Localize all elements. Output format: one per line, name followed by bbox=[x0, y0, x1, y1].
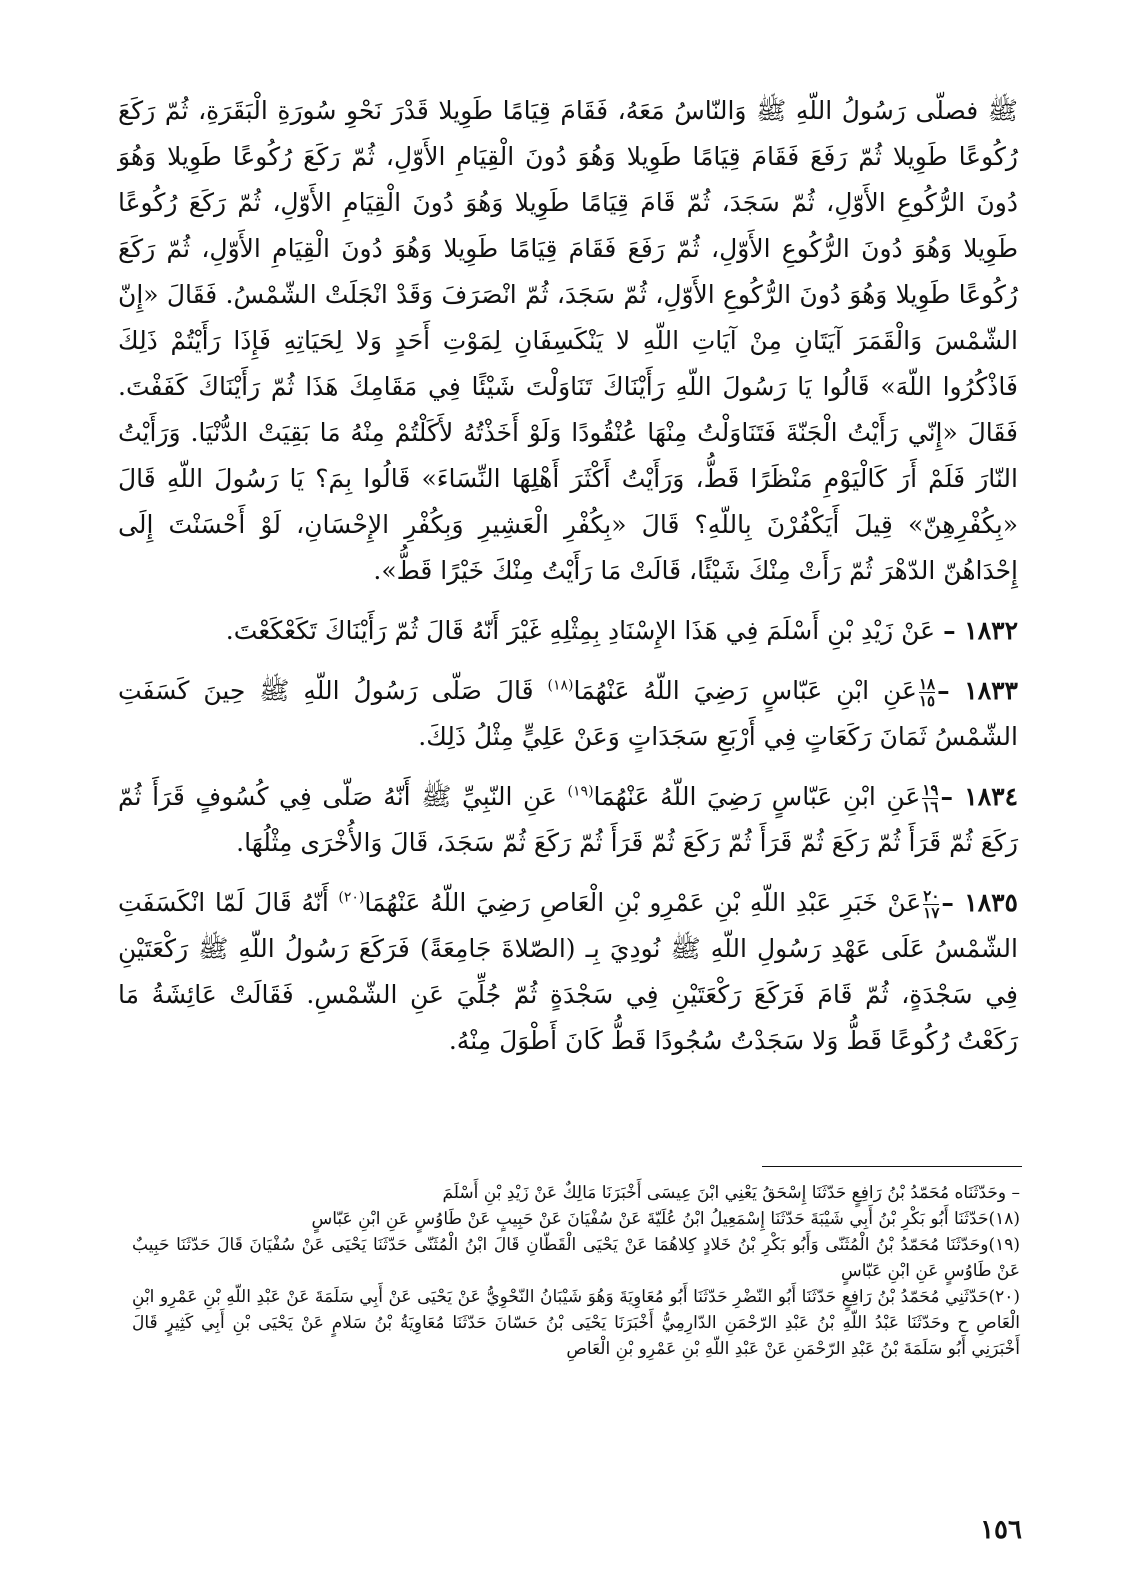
footnote-20: (٢٠)حَدّثَنِي مُحَمّدُ بْنُ رَافِعٍ حَدّثَنَا أَبُو النّضْرِ حَدّثَنَا أَبُو مُعَاوِيَةَ وَهُوَ شَيْبَانُ النّحْوِيُّ عَنْ يَحْيَى عَنْ أَبِي سَلَمَةَ عَنْ عَبْدِ اللّهِ بْنِ عَمْرِو ابْنِ الْعَاصِ ح وحَدّثَنَا عَبْدُ اللّهِ بْنُ عَبْدِ الرّحْمَنِ الدّارِمِيُّ أَخْبَرَنَا يَحْيَى بْنُ حَسّانَ حَدّثَنَا مُعَاوِيَةُ بْنُ سَلامٍ عَنْ يَحْيَى بْنِ أَبِي كَثِيرٍ قَالَ أَخْبَرَنِي أَبُو سَلَمَةَ بْنُ عَبْدِ الرّحْمَنِ عَنْ عَبْدِ اللّهِ بْنِ عَمْرِو بْنِ الْعَاصِ bbox=[132, 1287, 1020, 1359]
hadith-1835 bbox=[118, 880, 1018, 1064]
fraction-bottom: ١٧ bbox=[923, 904, 940, 922]
hadith-number: ١٨٣٥ – bbox=[941, 888, 1018, 917]
footnote-19: (١٩)وحَدّثَنَا مُحَمّدُ بْنُ الْمُثَنّى وَأَبُو بَكْرِ بْنُ خَلادٍ كِلاهُمَا عَنْ يَحْيَى الْقَطّانِ قَالَ ابْنُ الْمُثَنّى حَدّثَنَا يَحْيَى عَنْ سُفْيَانَ قَالَ حَدّثَنَا حَبِيبٌ عَنْ طَاوُسٍ عَنِ ابْنِ عَبّاسٍ bbox=[132, 1235, 1020, 1281]
hadith-text: عَنْ زَيْدِ بْنِ أَسْلَمَ فِي هَذَا الإِسْنَادِ بِمِثْلِهِ غَيْرَ أَنّهُ قَالَ ثُمّ رَأَيْنَاكَ تَكَعْكَعْتَ. bbox=[225, 616, 936, 645]
footnote-18: (١٨)حَدّثَنَا أَبُو بَكْرِ بْنُ أَبِي شَيْبَةَ حَدّثَنَا إِسْمَعِيلُ ابْنُ عُلَيّةَ عَنْ سُفْيَانَ عَنْ حَبِيبٍ عَنْ طَاوُسٍ عَنِ ابْنِ عَبّاسٍ bbox=[311, 1209, 1020, 1229]
cross-reference-fraction bbox=[922, 782, 938, 815]
hadith-text: عَنِ النّبِيِّ ﷺ أَنّهُ صَلّى فِي كُسُوفٍ قَرَأَ ثُمّ رَكَعَ ثُمّ قَرَأَ ثُمّ رَكَعَ ثُمّ قَرَأَ ثُمّ رَكَعَ ثُمّ قَرَأَ ثُمّ رَكَعَ ثُمّ سَجَدَ، قَالَ وَالأُخْرَى مِثْلُهَا. bbox=[118, 782, 1018, 857]
footnotes bbox=[132, 1180, 1020, 1362]
hadith-narrator: عَنِ ابْنِ عَبّاسٍ رَضِيَ اللّهُ عَنْهُمَا bbox=[573, 676, 917, 705]
hadith-1832 bbox=[118, 608, 1018, 654]
fraction-top: ٢٠ bbox=[923, 887, 940, 905]
fraction-bottom: ١٦ bbox=[922, 798, 939, 816]
cross-reference-fraction bbox=[919, 676, 935, 709]
fraction-top: ١٩ bbox=[922, 781, 939, 799]
fraction-top: ١٨ bbox=[918, 675, 936, 693]
hadith-1833 bbox=[118, 668, 1018, 760]
cross-reference-fraction bbox=[923, 888, 939, 921]
hadith-1834 bbox=[118, 774, 1018, 866]
hadith-number: ١٨٣٢ – bbox=[943, 616, 1018, 645]
hadith-narrator: عَنْ خَبَرِ عَبْدِ اللّهِ بْنِ عَمْرِو بْنِ الْعَاصِ رَضِيَ اللّهُ عَنْهُمَا bbox=[364, 888, 922, 917]
footnote-divider bbox=[762, 1166, 1022, 1167]
continued-hadith-paragraph: ﷺ فصلّى رَسُولُ اللّهِ ﷺ وَالنّاسُ مَعَهُ، فَقَامَ قِيَامًا طَوِيلا قَدْرَ نَحْوِ سُورَةِ الْبَقَرَةِ، ثُمّ رَكَعَ رُكُوعًا طَوِيلا ثُمّ رَفَعَ فَقَامَ قِيَامًا طَوِيلا وَهُوَ دُونَ الْقِيَامِ الأَوّلِ، ثُمّ رَكَعَ رُكُوعًا طَوِيلا وَهُوَ دُونَ الرُّكُوعِ الأَوّلِ، ثُمّ سَجَدَ، ثُمّ قَامَ قِيَامًا طَوِيلا وَهُوَ دُونَ الْقِيَامِ الأَوّلِ، ثُمّ رَكَعَ رُكُوعًا طَوِيلا وَهُوَ دُونَ الرُّكُوعِ الأَوّلِ، ثُمّ رَفَعَ فَقَامَ قِيَامًا طَوِيلا وَهُوَ دُونَ الْقِيَامِ الأَوّلِ، ثُمّ رَكَعَ رُكُوعًا طَوِيلا وَهُوَ دُونَ الرُّكُوعِ الأَوّلِ، ثُمّ سَجَدَ، ثُمّ انْصَرَفَ وَقَدْ انْجَلَتْ الشّمْسُ. فَقَالَ «إِنّ الشّمْسَ وَالْقَمَرَ آيَتَانِ مِنْ آيَاتِ اللّهِ لا يَنْكَسِفَانِ لِمَوْتِ أَحَدٍ وَلا لِحَيَاتِهِ فَإِذَا رَأَيْتُمْ ذَلِكَ فَاذْكُرُوا اللّهَ» قَالُوا يَا رَسُولَ اللّهِ رَأَيْنَاكَ تَنَاوَلْتَ شَيْئًا فِي مَقَامِكَ هَذَا ثُمّ رَأَيْنَاكَ كَفَفْتَ. فَقَالَ «إِنّي رَأَيْتُ الْجَنّةَ فَتَنَاوَلْتُ مِنْهَا عُنْقُودًا وَلَوْ أَخَذْتُهُ لأَكَلْتُمْ مِنْهُ مَا بَقِيَتْ الدُّنْيَا. وَرَأَيْتُ النّارَ فَلَمْ أَرَ كَالْيَوْمِ مَنْظَرًا قَطُّ، وَرَأَيْتُ أَكْثَرَ أَهْلِهَا النِّسَاءَ» قَالُوا بِمَ؟ يَا رَسُولَ اللّهِ قَالَ «بِكُفْرِهِنّ» قِيلَ أَيَكْفُرْنَ بِاللّهِ؟ قَالَ «بِكُفْرِ الْعَشِيرِ وَبِكُفْرِ الإِحْسَانِ، لَوْ أَحْسَنْتَ إِلَى إِحْدَاهُنّ الدّهْرَ ثُمّ رَأَتْ مِنْكَ شَيْئًا، قَالَتْ مَا رَأَيْتُ مِنْكَ خَيْرًا قَطُّ». bbox=[118, 96, 1018, 585]
page-number: ١٥٦ bbox=[980, 1515, 1022, 1545]
hadith-text: قَالَ صَلّى رَسُولُ اللّهِ ﷺ حِينَ كَسَفَتِ الشّمْسُ ثَمَانَ رَكَعَاتٍ فِي أَرْبَعِ سَجَدَاتٍ وَعَنْ عَلِيٍّ مِثْلُ ذَلِكَ. bbox=[118, 676, 1018, 751]
hadith-text: أَنّهُ قَالَ لَمّا انْكَسَفَتِ الشّمْسُ عَلَى عَهْدِ رَسُولِ اللّهِ ﷺ نُودِيَ بِـ (الصّلاةَ جَامِعَةً) فَرَكَعَ رَسُولُ اللّهِ ﷺ رَكْعَتَيْنِ فِي سَجْدَةٍ، ثُمّ قَامَ فَرَكَعَ رَكْعَتَيْنِ فِي سَجْدَةٍ ثُمّ جُلِّيَ عَنِ الشّمْسِ. فَقَالَتْ عَائِشَةُ مَا رَكَعْتُ رُكُوعًا قَطُّ وَلا سَجَدْتُ سُجُودًا قَطُّ كَانَ أَطْوَلَ مِنْهُ. bbox=[118, 888, 1018, 1055]
hadith-narrator: عَنِ ابْنِ عَبّاسٍ رَضِيَ اللّهُ عَنْهُمَا bbox=[593, 782, 921, 811]
footnote-reference: (١٨) bbox=[547, 677, 574, 694]
hadith-number: ١٨٣٤ – bbox=[940, 782, 1018, 811]
footnote-chain-1832: – وحَدّثَنَاه مُحَمّدُ بْنُ رَافِعٍ حَدّثَنَا إِسْحَقُ يَعْنِي ابْنَ عِيسَى أَخْبَرَنَا مَالِكٌ عَنْ زَيْدِ بْنِ أَسْلَمَ bbox=[442, 1183, 1020, 1203]
footnote-reference: (١٩) bbox=[567, 783, 594, 800]
footnote-reference: (٢٠) bbox=[338, 889, 365, 906]
page-body bbox=[118, 88, 1018, 1064]
fraction-bottom: ١٥ bbox=[918, 692, 936, 710]
hadith-number: ١٨٣٣ – bbox=[937, 676, 1018, 705]
